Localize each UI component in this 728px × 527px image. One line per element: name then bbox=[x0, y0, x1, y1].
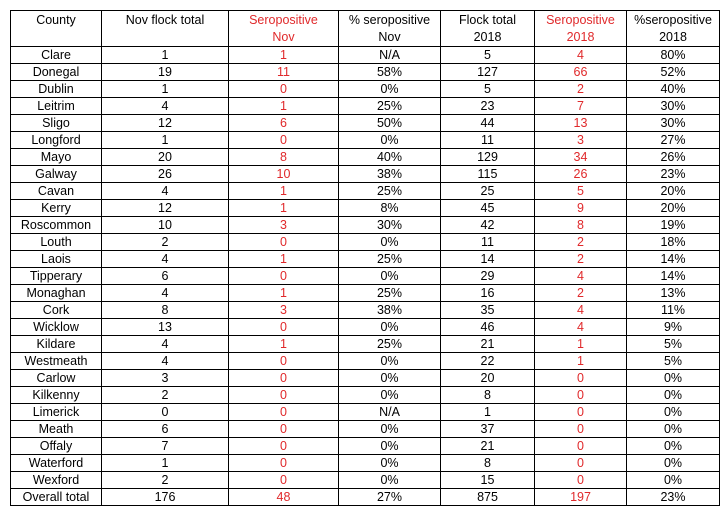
table-row bbox=[11, 404, 720, 421]
cell-seropositive-nov: 3 bbox=[229, 302, 339, 319]
cell-percent-seropositive-nov: 0% bbox=[339, 455, 441, 472]
cell-nov-flock-total: 2 bbox=[102, 234, 229, 251]
cell-flock-total-2018: 115 bbox=[441, 166, 535, 183]
cell-seropositive-nov: 1 bbox=[229, 98, 339, 115]
cell-county: Leitrim bbox=[11, 98, 102, 115]
cell-percent-seropositive-2018: 0% bbox=[627, 370, 720, 387]
cell-seropositive-nov: 0 bbox=[229, 132, 339, 149]
cell-seropositive-nov: 1 bbox=[229, 285, 339, 302]
cell-flock-total-2018: 45 bbox=[441, 200, 535, 217]
cell-seropositive-nov: 6 bbox=[229, 115, 339, 132]
column-header-line: County bbox=[36, 13, 76, 27]
cell-seropositive-nov: 0 bbox=[229, 234, 339, 251]
cell-county: Clare bbox=[11, 47, 102, 64]
cell-percent-seropositive-2018: 0% bbox=[627, 421, 720, 438]
column-header-line: Nov flock total bbox=[125, 13, 205, 27]
cell-percent-seropositive-nov: 25% bbox=[339, 285, 441, 302]
cell-nov-flock-total: 4 bbox=[102, 251, 229, 268]
cell-percent-seropositive-nov: 0% bbox=[339, 268, 441, 285]
cell-percent-seropositive-nov: 0% bbox=[339, 472, 441, 489]
cell-nov-flock-total: 7 bbox=[102, 438, 229, 455]
cell-flock-total-2018: 11 bbox=[441, 132, 535, 149]
cell-county: Galway bbox=[11, 166, 102, 183]
table-row bbox=[11, 285, 720, 302]
cell-flock-total-2018: 8 bbox=[441, 455, 535, 472]
cell-flock-total-2018: 875 bbox=[441, 489, 535, 506]
cell-percent-seropositive-2018: 0% bbox=[627, 387, 720, 404]
table-row bbox=[11, 353, 720, 370]
cell-nov-flock-total: 12 bbox=[102, 200, 229, 217]
cell-seropositive-2018: 4 bbox=[535, 47, 627, 64]
column-header-line: Nov bbox=[378, 30, 401, 44]
cell-percent-seropositive-2018: 18% bbox=[627, 234, 720, 251]
cell-percent-seropositive-nov: 58% bbox=[339, 64, 441, 81]
cell-flock-total-2018: 8 bbox=[441, 387, 535, 404]
table-row bbox=[11, 319, 720, 336]
cell-percent-seropositive-2018: 19% bbox=[627, 217, 720, 234]
cell-seropositive-2018: 13 bbox=[535, 115, 627, 132]
cell-flock-total-2018: 35 bbox=[441, 302, 535, 319]
cell-percent-seropositive-2018: 20% bbox=[627, 200, 720, 217]
cell-seropositive-nov: 1 bbox=[229, 183, 339, 200]
table-row bbox=[11, 336, 720, 353]
cell-flock-total-2018: 21 bbox=[441, 336, 535, 353]
cell-seropositive-2018: 0 bbox=[535, 472, 627, 489]
cell-percent-seropositive-nov: 40% bbox=[339, 149, 441, 166]
cell-seropositive-nov: 10 bbox=[229, 166, 339, 183]
cell-seropositive-2018: 0 bbox=[535, 370, 627, 387]
cell-county: Longford bbox=[11, 132, 102, 149]
cell-nov-flock-total: 4 bbox=[102, 285, 229, 302]
cell-nov-flock-total: 1 bbox=[102, 455, 229, 472]
cell-nov-flock-total: 10 bbox=[102, 217, 229, 234]
cell-seropositive-nov: 1 bbox=[229, 336, 339, 353]
column-header-line: % seropositive bbox=[348, 13, 431, 27]
cell-flock-total-2018: 11 bbox=[441, 234, 535, 251]
column-header-line: Seropositive bbox=[249, 13, 318, 27]
cell-percent-seropositive-2018: 20% bbox=[627, 183, 720, 200]
cell-flock-total-2018: 5 bbox=[441, 81, 535, 98]
cell-seropositive-2018: 1 bbox=[535, 336, 627, 353]
cell-seropositive-nov: 0 bbox=[229, 268, 339, 285]
cell-seropositive-nov: 0 bbox=[229, 81, 339, 98]
cell-nov-flock-total: 1 bbox=[102, 47, 229, 64]
cell-percent-seropositive-2018: 40% bbox=[627, 81, 720, 98]
table-row bbox=[11, 421, 720, 438]
column-header-line: 2018 bbox=[566, 30, 595, 44]
table-row bbox=[11, 81, 720, 98]
cell-percent-seropositive-nov: 0% bbox=[339, 370, 441, 387]
cell-seropositive-2018: 3 bbox=[535, 132, 627, 149]
cell-seropositive-2018: 0 bbox=[535, 455, 627, 472]
cell-seropositive-2018: 9 bbox=[535, 200, 627, 217]
table-row bbox=[11, 183, 720, 200]
cell-nov-flock-total: 12 bbox=[102, 115, 229, 132]
cell-county: Cavan bbox=[11, 183, 102, 200]
cell-county: Westmeath bbox=[11, 353, 102, 370]
column-header-line: Seropositive bbox=[546, 13, 615, 27]
cell-seropositive-2018: 26 bbox=[535, 166, 627, 183]
header-row bbox=[11, 11, 720, 47]
cell-seropositive-2018: 7 bbox=[535, 98, 627, 115]
cell-county: Overall total bbox=[11, 489, 102, 506]
cell-county: Sligo bbox=[11, 115, 102, 132]
cell-percent-seropositive-2018: 0% bbox=[627, 472, 720, 489]
cell-nov-flock-total: 2 bbox=[102, 472, 229, 489]
cell-flock-total-2018: 22 bbox=[441, 353, 535, 370]
column-header-seropositive-2018 bbox=[535, 11, 627, 47]
cell-percent-seropositive-2018: 23% bbox=[627, 489, 720, 506]
cell-percent-seropositive-nov: 0% bbox=[339, 81, 441, 98]
cell-nov-flock-total: 2 bbox=[102, 387, 229, 404]
cell-county: Louth bbox=[11, 234, 102, 251]
cell-nov-flock-total: 20 bbox=[102, 149, 229, 166]
column-header-county bbox=[11, 11, 102, 47]
cell-seropositive-nov: 48 bbox=[229, 489, 339, 506]
cell-seropositive-2018: 4 bbox=[535, 268, 627, 285]
cell-nov-flock-total: 4 bbox=[102, 353, 229, 370]
cell-percent-seropositive-nov: 0% bbox=[339, 132, 441, 149]
cell-percent-seropositive-2018: 26% bbox=[627, 149, 720, 166]
cell-flock-total-2018: 127 bbox=[441, 64, 535, 81]
table-row bbox=[11, 200, 720, 217]
cell-percent-seropositive-nov: 38% bbox=[339, 166, 441, 183]
cell-county: Monaghan bbox=[11, 285, 102, 302]
column-header-nov-flock-total bbox=[102, 11, 229, 47]
cell-seropositive-nov: 0 bbox=[229, 421, 339, 438]
cell-percent-seropositive-nov: 25% bbox=[339, 98, 441, 115]
cell-county: Offaly bbox=[11, 438, 102, 455]
cell-flock-total-2018: 15 bbox=[441, 472, 535, 489]
cell-seropositive-2018: 0 bbox=[535, 438, 627, 455]
cell-flock-total-2018: 46 bbox=[441, 319, 535, 336]
table-row bbox=[11, 149, 720, 166]
cell-seropositive-2018: 34 bbox=[535, 149, 627, 166]
cell-flock-total-2018: 21 bbox=[441, 438, 535, 455]
cell-flock-total-2018: 29 bbox=[441, 268, 535, 285]
column-header-line: 2018 bbox=[659, 30, 687, 44]
table-body bbox=[11, 47, 720, 506]
table-container bbox=[10, 10, 720, 506]
seropositive-table bbox=[10, 10, 720, 506]
table-row bbox=[11, 387, 720, 404]
table-row bbox=[11, 455, 720, 472]
cell-percent-seropositive-nov: N/A bbox=[339, 404, 441, 421]
cell-percent-seropositive-nov: 0% bbox=[339, 387, 441, 404]
table-row bbox=[11, 268, 720, 285]
cell-percent-seropositive-nov: 38% bbox=[339, 302, 441, 319]
cell-flock-total-2018: 23 bbox=[441, 98, 535, 115]
cell-seropositive-2018: 2 bbox=[535, 81, 627, 98]
cell-percent-seropositive-2018: 27% bbox=[627, 132, 720, 149]
cell-county: Wicklow bbox=[11, 319, 102, 336]
cell-seropositive-2018: 197 bbox=[535, 489, 627, 506]
cell-flock-total-2018: 129 bbox=[441, 149, 535, 166]
cell-nov-flock-total: 4 bbox=[102, 183, 229, 200]
cell-county: Laois bbox=[11, 251, 102, 268]
cell-nov-flock-total: 8 bbox=[102, 302, 229, 319]
cell-flock-total-2018: 14 bbox=[441, 251, 535, 268]
cell-county: Carlow bbox=[11, 370, 102, 387]
cell-nov-flock-total: 6 bbox=[102, 268, 229, 285]
cell-percent-seropositive-2018: 9% bbox=[627, 319, 720, 336]
table-row bbox=[11, 251, 720, 268]
cell-percent-seropositive-nov: N/A bbox=[339, 47, 441, 64]
cell-percent-seropositive-2018: 0% bbox=[627, 438, 720, 455]
column-header-flock-total-2018 bbox=[441, 11, 535, 47]
cell-flock-total-2018: 16 bbox=[441, 285, 535, 302]
cell-county: Meath bbox=[11, 421, 102, 438]
table-row bbox=[11, 438, 720, 455]
cell-county: Kildare bbox=[11, 336, 102, 353]
cell-seropositive-2018: 1 bbox=[535, 353, 627, 370]
cell-percent-seropositive-nov: 0% bbox=[339, 438, 441, 455]
cell-percent-seropositive-2018: 13% bbox=[627, 285, 720, 302]
cell-flock-total-2018: 20 bbox=[441, 370, 535, 387]
cell-percent-seropositive-2018: 14% bbox=[627, 268, 720, 285]
table-row bbox=[11, 132, 720, 149]
cell-percent-seropositive-2018: 30% bbox=[627, 115, 720, 132]
cell-flock-total-2018: 25 bbox=[441, 183, 535, 200]
cell-county: Waterford bbox=[11, 455, 102, 472]
cell-seropositive-2018: 0 bbox=[535, 404, 627, 421]
cell-seropositive-nov: 11 bbox=[229, 64, 339, 81]
cell-county: Dublin bbox=[11, 81, 102, 98]
cell-seropositive-nov: 0 bbox=[229, 455, 339, 472]
cell-flock-total-2018: 42 bbox=[441, 217, 535, 234]
cell-percent-seropositive-2018: 11% bbox=[627, 302, 720, 319]
cell-county: Kilkenny bbox=[11, 387, 102, 404]
table-row bbox=[11, 217, 720, 234]
cell-county: Donegal bbox=[11, 64, 102, 81]
cell-seropositive-2018: 0 bbox=[535, 387, 627, 404]
cell-seropositive-nov: 0 bbox=[229, 353, 339, 370]
cell-percent-seropositive-2018: 5% bbox=[627, 353, 720, 370]
cell-county: Mayo bbox=[11, 149, 102, 166]
cell-percent-seropositive-nov: 0% bbox=[339, 421, 441, 438]
table-row bbox=[11, 166, 720, 183]
cell-percent-seropositive-nov: 0% bbox=[339, 234, 441, 251]
cell-seropositive-nov: 0 bbox=[229, 387, 339, 404]
cell-nov-flock-total: 0 bbox=[102, 404, 229, 421]
cell-nov-flock-total: 6 bbox=[102, 421, 229, 438]
cell-percent-seropositive-nov: 50% bbox=[339, 115, 441, 132]
table-row bbox=[11, 98, 720, 115]
cell-percent-seropositive-nov: 0% bbox=[339, 353, 441, 370]
cell-seropositive-nov: 0 bbox=[229, 404, 339, 421]
cell-nov-flock-total: 3 bbox=[102, 370, 229, 387]
column-header-line: Flock total bbox=[459, 13, 516, 27]
cell-percent-seropositive-nov: 25% bbox=[339, 251, 441, 268]
column-header-percent-seropositive-nov bbox=[339, 11, 441, 47]
column-header-line: %seropositive bbox=[634, 13, 712, 27]
cell-nov-flock-total: 26 bbox=[102, 166, 229, 183]
table-row bbox=[11, 234, 720, 251]
column-header-line: 2018 bbox=[473, 30, 502, 44]
cell-flock-total-2018: 5 bbox=[441, 47, 535, 64]
cell-seropositive-nov: 1 bbox=[229, 200, 339, 217]
cell-percent-seropositive-2018: 14% bbox=[627, 251, 720, 268]
table-row bbox=[11, 115, 720, 132]
cell-percent-seropositive-2018: 80% bbox=[627, 47, 720, 64]
column-header-percent-seropositive-2018 bbox=[627, 11, 720, 47]
table-row bbox=[11, 64, 720, 81]
cell-seropositive-2018: 5 bbox=[535, 183, 627, 200]
cell-percent-seropositive-2018: 5% bbox=[627, 336, 720, 353]
cell-county: Tipperary bbox=[11, 268, 102, 285]
cell-seropositive-2018: 2 bbox=[535, 234, 627, 251]
cell-seropositive-2018: 8 bbox=[535, 217, 627, 234]
cell-flock-total-2018: 37 bbox=[441, 421, 535, 438]
cell-nov-flock-total: 1 bbox=[102, 132, 229, 149]
cell-seropositive-2018: 2 bbox=[535, 285, 627, 302]
cell-seropositive-2018: 0 bbox=[535, 421, 627, 438]
cell-percent-seropositive-nov: 27% bbox=[339, 489, 441, 506]
cell-seropositive-2018: 4 bbox=[535, 319, 627, 336]
cell-seropositive-nov: 3 bbox=[229, 217, 339, 234]
table-row bbox=[11, 47, 720, 64]
cell-percent-seropositive-nov: 25% bbox=[339, 336, 441, 353]
cell-percent-seropositive-2018: 52% bbox=[627, 64, 720, 81]
table-row bbox=[11, 472, 720, 489]
cell-county: Cork bbox=[11, 302, 102, 319]
cell-seropositive-nov: 0 bbox=[229, 319, 339, 336]
cell-seropositive-nov: 0 bbox=[229, 370, 339, 387]
cell-seropositive-2018: 66 bbox=[535, 64, 627, 81]
cell-county: Limerick bbox=[11, 404, 102, 421]
cell-nov-flock-total: 13 bbox=[102, 319, 229, 336]
cell-flock-total-2018: 1 bbox=[441, 404, 535, 421]
cell-nov-flock-total: 176 bbox=[102, 489, 229, 506]
cell-seropositive-nov: 0 bbox=[229, 438, 339, 455]
table-row bbox=[11, 302, 720, 319]
column-header-seropositive-nov bbox=[229, 11, 339, 47]
total-row bbox=[11, 489, 720, 506]
cell-nov-flock-total: 19 bbox=[102, 64, 229, 81]
cell-nov-flock-total: 4 bbox=[102, 336, 229, 353]
cell-percent-seropositive-2018: 30% bbox=[627, 98, 720, 115]
cell-seropositive-nov: 8 bbox=[229, 149, 339, 166]
table-row bbox=[11, 370, 720, 387]
cell-percent-seropositive-2018: 0% bbox=[627, 404, 720, 421]
cell-percent-seropositive-nov: 0% bbox=[339, 319, 441, 336]
cell-seropositive-2018: 2 bbox=[535, 251, 627, 268]
cell-percent-seropositive-nov: 25% bbox=[339, 183, 441, 200]
cell-percent-seropositive-2018: 0% bbox=[627, 455, 720, 472]
cell-seropositive-nov: 0 bbox=[229, 472, 339, 489]
cell-seropositive-nov: 1 bbox=[229, 47, 339, 64]
cell-nov-flock-total: 1 bbox=[102, 81, 229, 98]
column-header-line: Nov bbox=[272, 30, 295, 44]
cell-flock-total-2018: 44 bbox=[441, 115, 535, 132]
cell-percent-seropositive-nov: 30% bbox=[339, 217, 441, 234]
cell-seropositive-nov: 1 bbox=[229, 251, 339, 268]
cell-nov-flock-total: 4 bbox=[102, 98, 229, 115]
cell-county: Roscommon bbox=[11, 217, 102, 234]
cell-percent-seropositive-nov: 8% bbox=[339, 200, 441, 217]
cell-county: Wexford bbox=[11, 472, 102, 489]
cell-seropositive-2018: 4 bbox=[535, 302, 627, 319]
cell-county: Kerry bbox=[11, 200, 102, 217]
cell-percent-seropositive-2018: 23% bbox=[627, 166, 720, 183]
